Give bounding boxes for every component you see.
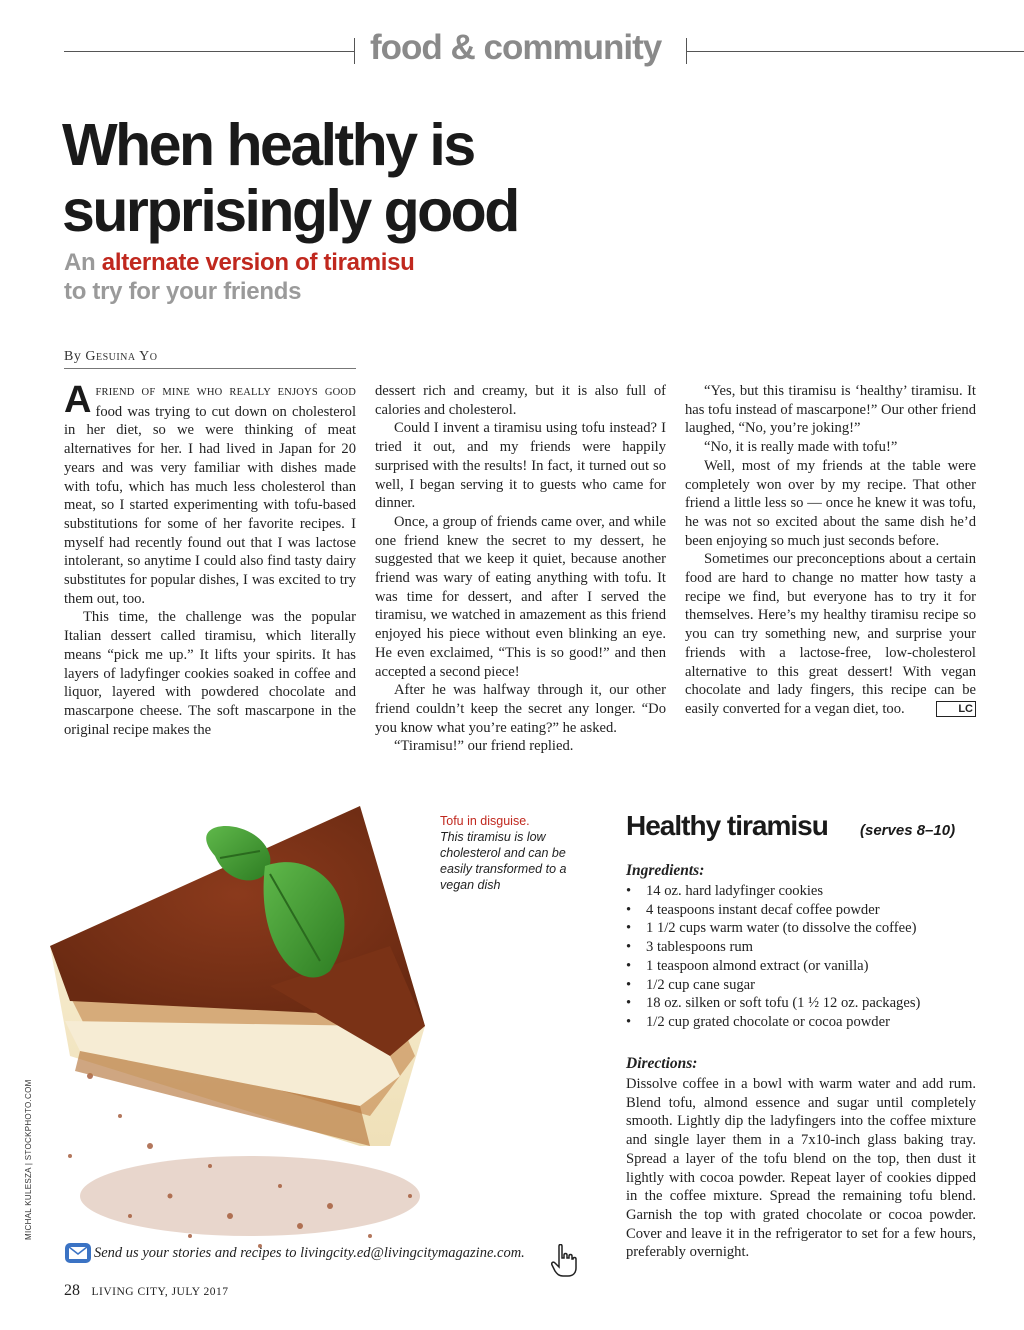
article-paragraph: Once, a group of friends came over, and while one friend knew the secret to my dessert, he suggested that we keep it quiet, because another friend was wary of eating anything with tofu. It was time for dessert, and after I served the tiramisu, we watched in amazement as this friend enjoyed his piece without even blinking an eye. He even exclaimed, “This is so good!” and then accepted a second piece! — [375, 513, 666, 680]
headline-line-2: surprisingly good — [62, 178, 518, 244]
section-title: food & community — [370, 28, 662, 67]
section-rule-right — [686, 51, 1024, 52]
caption-title: Tofu in disguise. — [440, 814, 530, 828]
headline — [62, 112, 682, 244]
subhead-lead: An — [64, 249, 96, 276]
section-rule-left — [64, 51, 354, 52]
byline — [64, 349, 157, 365]
section-tick-left — [354, 38, 355, 64]
article-text: Sometimes our preconceptions about a certain food are hard to change no matter how tasty a recipe we find, but everyone has to try it for themselves. Here’s my healthy tiramisu recipe so you can try something new, and surprise your friends with a lactose-free, low-cholesterol alternative to this great dessert! With vegan chocolate and lady fingers, this recipe can be easily converted for a vegan diet, too. — [685, 551, 976, 717]
subhead-accent: alternate version of tiramisu — [101, 249, 415, 276]
article-paragraph: Could I invent a tiramisu using tofu instead? I tried it out, and my friends were happily surprised with the results! In fact, it turned out so well, I began serving it to guests who came for dinner. — [375, 420, 666, 512]
ingredient-item: • 18 oz. silken or soft tofu (1 ½ 12 oz. packages) — [626, 994, 986, 1013]
ingredient-item: • 1/2 cup grated chocolate or cocoa powder — [626, 1013, 986, 1032]
ingredient-item: • 1/2 cup cane sugar — [626, 976, 986, 995]
article-paragraph — [64, 379, 356, 608]
article-paragraph: After he was halfway through it, our other friend couldn’t keep the secret any longer. “Do you know what you’re eating?” he asked. — [375, 682, 666, 736]
caption-body: This tiramisu is low cholesterol and can be easily transformed to a vegan dish — [440, 830, 567, 892]
article-paragraph: Well, most of my friends at the table were completely won over by my recipe. That other friend a little less so — once he knew it was tofu, he was not so excited about the same dish he’d been enjoying so much just seconds before. — [685, 457, 976, 549]
subhead-rest: to try for your friends — [64, 278, 302, 305]
article-paragraph: This time, the challenge was the popular Italian dessert called tiramisu, which literally means “pick me up.” It lifts your spirits. It has layers of ladyfinger cookies soaked in coffee and liquor, layered with powdered chocolate and mascarpone cheese. The soft mascarpone in the original recipe makes the — [64, 609, 356, 738]
article-paragraph — [685, 550, 976, 718]
mail-icon[interactable] — [64, 1241, 92, 1265]
article-paragraph: dessert rich and creamy, but it is also full of calories and cholesterol. — [375, 383, 666, 418]
ingredient-item: • 14 oz. hard ladyfinger cookies — [626, 882, 986, 901]
article-column-2 — [375, 382, 666, 756]
article-column-3 — [685, 382, 976, 719]
ingredients-list — [626, 882, 986, 1032]
directions-heading: Directions: — [626, 1055, 698, 1072]
submission-line — [64, 1241, 525, 1265]
directions-text: Dissolve coffee in a bowl with warm water and add rum. Blend tofu, almond essence and sugar until completely smooth. Lightly dip the ladyfingers into the coffee mixture and single layer them in a 7x10-inch glass baking tray. Spread a layer of the tofu blend on the top, then dust it lightly with cocoa powder. Repeat layer of cookies dipped in the coffee mixture. Spread the remaining tofu blend. Garnish the top with grated chocolate or cocoa powder. Cover and leave it in the refrigerator to set for a few hours, preferably overnight. — [626, 1076, 976, 1261]
publication-info: LIVING CITY, JULY 2017 — [91, 1286, 229, 1298]
pointer-hand-icon — [551, 1244, 577, 1278]
end-mark-logo: LC — [936, 701, 976, 717]
byline-author: Gesuina Yo — [85, 349, 158, 364]
article-paragraph: “Yes, but this tiramisu is ‘healthy’ tiramisu. It has tofu instead of mascarpone!” Our other friend laughed, “No, you’re joking!” — [685, 383, 976, 437]
page-number: 28 — [64, 1282, 80, 1299]
ingredient-item: • 4 teaspoons instant decaf coffee powder — [626, 901, 986, 920]
byline-prefix: By — [64, 349, 82, 364]
ingredient-item: • 3 tablespoons rum — [626, 938, 986, 957]
article-column-1 — [64, 379, 356, 739]
small-caps-lead: FRIEND OF MINE WHO REALLY ENJOYS GOOD — [95, 387, 356, 398]
ingredient-item: • 1 teaspoon almond extract (or vanilla) — [626, 957, 986, 976]
drop-cap: A — [64, 379, 92, 421]
article-paragraph: “No, it is really made with tofu!” — [704, 439, 898, 456]
recipe-serves: (serves 8–10) — [860, 822, 956, 839]
article-text: food was trying to cut down on cholesterol in her diet, so we were thinking of meat alternatives for her. I had lived in Japan for 20 years and was very familiar with dishes made with tofu, which has much less cholesterol than meat, so I started experimenting with tofu-based substitutions for some of her favorite recipes. I myself had recently found out that I was lactose intolerant, so anytime I could also find tasty dairy substitutes for popular dishes, I was excited to try them out, too. — [64, 403, 356, 607]
photo-credit: MICHAL KULESZA | STOCKPHOTO.COM — [24, 1079, 33, 1240]
ingredients-heading: Ingredients: — [626, 862, 705, 879]
subheadline — [64, 248, 624, 306]
ingredient-item: • 1 1/2 cups warm water (to dissolve the coffee) — [626, 919, 986, 938]
byline-rule — [64, 368, 356, 369]
headline-line-1: When healthy is — [62, 112, 474, 178]
recipe-title: Healthy tiramisu — [626, 810, 828, 841]
submission-text[interactable]: Send us your stories and recipes to livingcity.ed@livingcitymagazine.com. — [94, 1244, 525, 1261]
photo-caption — [440, 813, 590, 893]
page-footer — [64, 1282, 228, 1300]
article-paragraph: “Tiramisu!” our friend replied. — [394, 738, 574, 755]
